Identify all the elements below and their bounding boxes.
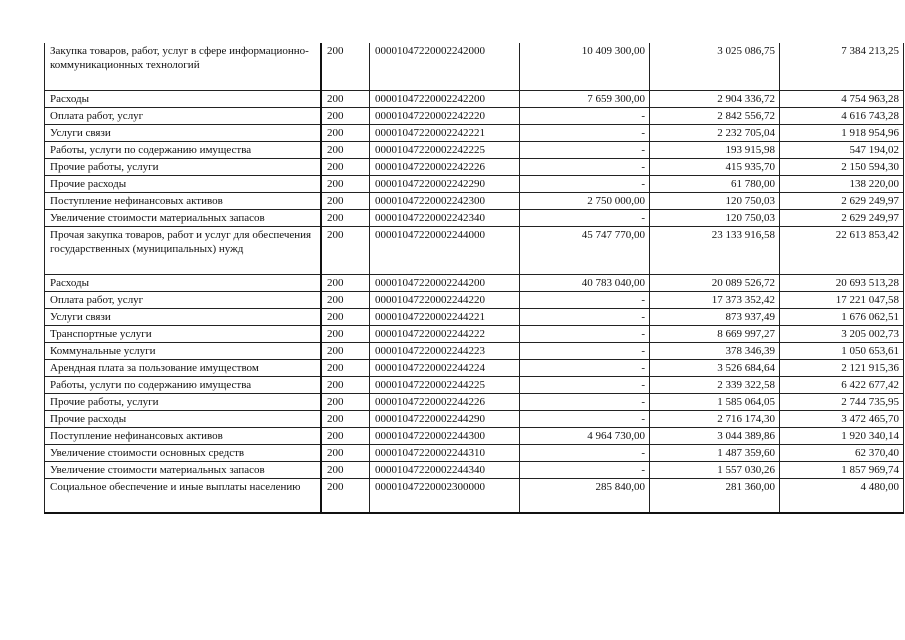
row-executed: 3 526 684,64 [650, 360, 780, 377]
row-approved: - [520, 176, 650, 193]
row-code: 200 [321, 377, 370, 394]
row-code: 200 [321, 176, 370, 193]
row-code: 200 [321, 43, 370, 91]
row-code: 200 [321, 142, 370, 159]
row-executed: 1 557 030,26 [650, 462, 780, 479]
row-executed: 378 346,39 [650, 343, 780, 360]
row-executed: 2 232 705,04 [650, 125, 780, 142]
row-kbk: 00001047220002242220 [370, 108, 520, 125]
row-name: Прочие работы, услуги [45, 159, 322, 176]
row-unexecuted: 3 205 002,73 [780, 326, 904, 343]
row-name: Услуги связи [45, 125, 322, 142]
row-kbk: 00001047220002242290 [370, 176, 520, 193]
row-unexecuted: 62 370,40 [780, 445, 904, 462]
row-approved: - [520, 142, 650, 159]
row-executed: 120 750,03 [650, 210, 780, 227]
row-name: Закупка товаров, работ, услуг в сфере информационно-коммуникационных технологий [45, 43, 322, 91]
row-executed: 2 716 174,30 [650, 411, 780, 428]
row-approved: 2 750 000,00 [520, 193, 650, 210]
row-approved: - [520, 360, 650, 377]
row-unexecuted: 2 629 249,97 [780, 193, 904, 210]
row-unexecuted: 2 121 915,36 [780, 360, 904, 377]
row-approved: 4 964 730,00 [520, 428, 650, 445]
row-kbk: 00001047220002244220 [370, 292, 520, 309]
table-row [45, 309, 904, 326]
row-approved: - [520, 394, 650, 411]
row-kbk: 00001047220002244000 [370, 227, 520, 275]
row-name: Прочие расходы [45, 176, 322, 193]
row-executed: 873 937,49 [650, 309, 780, 326]
table-row [45, 159, 904, 176]
row-unexecuted: 6 422 677,42 [780, 377, 904, 394]
table-row [45, 377, 904, 394]
row-unexecuted: 1 050 653,61 [780, 343, 904, 360]
row-kbk: 00001047220002242340 [370, 210, 520, 227]
row-executed: 20 089 526,72 [650, 275, 780, 292]
row-executed: 120 750,03 [650, 193, 780, 210]
table-row [45, 193, 904, 210]
row-executed: 8 669 997,27 [650, 326, 780, 343]
row-code: 200 [321, 309, 370, 326]
row-executed: 193 915,98 [650, 142, 780, 159]
row-unexecuted: 4 480,00 [780, 479, 904, 514]
budget-report-page [44, 43, 904, 514]
row-kbk: 00001047220002244226 [370, 394, 520, 411]
row-name: Увеличение стоимости материальных запасов [45, 210, 322, 227]
table-row [45, 210, 904, 227]
row-unexecuted: 20 693 513,28 [780, 275, 904, 292]
row-code: 200 [321, 360, 370, 377]
row-name: Работы, услуги по содержанию имущества [45, 142, 322, 159]
row-code: 200 [321, 159, 370, 176]
row-name: Увеличение стоимости материальных запасов [45, 462, 322, 479]
table-row [45, 125, 904, 142]
table-row [45, 275, 904, 292]
table-row [45, 394, 904, 411]
row-executed: 3 044 389,86 [650, 428, 780, 445]
table-row [45, 108, 904, 125]
budget-table [44, 43, 904, 514]
row-name: Коммунальные услуги [45, 343, 322, 360]
row-code: 200 [321, 210, 370, 227]
row-code: 200 [321, 91, 370, 108]
row-kbk: 00001047220002244310 [370, 445, 520, 462]
row-kbk: 00001047220002242300 [370, 193, 520, 210]
row-name: Транспортные услуги [45, 326, 322, 343]
table-row [45, 411, 904, 428]
row-kbk: 00001047220002244300 [370, 428, 520, 445]
row-approved: - [520, 343, 650, 360]
row-approved: - [520, 159, 650, 176]
row-code: 200 [321, 445, 370, 462]
row-name: Прочие расходы [45, 411, 322, 428]
table-row [45, 43, 904, 91]
row-code: 200 [321, 193, 370, 210]
row-code: 200 [321, 275, 370, 292]
row-name: Поступление нефинансовых активов [45, 428, 322, 445]
row-unexecuted: 2 150 594,30 [780, 159, 904, 176]
row-unexecuted: 4 616 743,28 [780, 108, 904, 125]
row-code: 200 [321, 462, 370, 479]
table-row [45, 326, 904, 343]
row-kbk: 00001047220002242225 [370, 142, 520, 159]
row-code: 200 [321, 343, 370, 360]
row-kbk: 00001047220002242226 [370, 159, 520, 176]
row-code: 200 [321, 292, 370, 309]
row-approved: 285 840,00 [520, 479, 650, 514]
row-approved: - [520, 462, 650, 479]
row-approved: - [520, 210, 650, 227]
row-kbk: 00001047220002242000 [370, 43, 520, 91]
row-unexecuted: 17 221 047,58 [780, 292, 904, 309]
table-row [45, 360, 904, 377]
row-unexecuted: 1 920 340,14 [780, 428, 904, 445]
row-kbk: 00001047220002244223 [370, 343, 520, 360]
row-executed: 3 025 086,75 [650, 43, 780, 91]
row-kbk: 00001047220002300000 [370, 479, 520, 514]
row-unexecuted: 4 754 963,28 [780, 91, 904, 108]
row-kbk: 00001047220002244200 [370, 275, 520, 292]
table-row [45, 227, 904, 275]
table-row [45, 176, 904, 193]
row-name: Оплата работ, услуг [45, 108, 322, 125]
row-kbk: 00001047220002244290 [370, 411, 520, 428]
row-kbk: 00001047220002244221 [370, 309, 520, 326]
row-name: Увеличение стоимости основных средств [45, 445, 322, 462]
row-approved: 7 659 300,00 [520, 91, 650, 108]
row-unexecuted: 547 194,02 [780, 142, 904, 159]
row-executed: 61 780,00 [650, 176, 780, 193]
table-row [45, 479, 904, 514]
row-name: Услуги связи [45, 309, 322, 326]
row-executed: 23 133 916,58 [650, 227, 780, 275]
row-approved: 10 409 300,00 [520, 43, 650, 91]
row-name: Оплата работ, услуг [45, 292, 322, 309]
row-approved: - [520, 326, 650, 343]
row-kbk: 00001047220002242221 [370, 125, 520, 142]
row-approved: - [520, 445, 650, 462]
row-name: Арендная плата за пользование имуществом [45, 360, 322, 377]
row-code: 200 [321, 479, 370, 514]
row-code: 200 [321, 326, 370, 343]
row-executed: 2 904 336,72 [650, 91, 780, 108]
row-name: Расходы [45, 275, 322, 292]
row-executed: 2 339 322,58 [650, 377, 780, 394]
row-kbk: 00001047220002244222 [370, 326, 520, 343]
row-approved: - [520, 292, 650, 309]
row-unexecuted: 3 472 465,70 [780, 411, 904, 428]
row-approved: - [520, 309, 650, 326]
table-row [45, 343, 904, 360]
row-kbk: 00001047220002242200 [370, 91, 520, 108]
row-unexecuted: 2 629 249,97 [780, 210, 904, 227]
row-code: 200 [321, 108, 370, 125]
row-unexecuted: 7 384 213,25 [780, 43, 904, 91]
table-row [45, 445, 904, 462]
row-executed: 1 487 359,60 [650, 445, 780, 462]
row-name: Расходы [45, 91, 322, 108]
table-row [45, 428, 904, 445]
row-approved: 40 783 040,00 [520, 275, 650, 292]
row-kbk: 00001047220002244224 [370, 360, 520, 377]
table-row [45, 142, 904, 159]
row-unexecuted: 138 220,00 [780, 176, 904, 193]
table-row [45, 91, 904, 108]
row-approved: - [520, 377, 650, 394]
row-executed: 17 373 352,42 [650, 292, 780, 309]
row-code: 200 [321, 125, 370, 142]
row-code: 200 [321, 411, 370, 428]
row-unexecuted: 1 676 062,51 [780, 309, 904, 326]
row-kbk: 00001047220002244340 [370, 462, 520, 479]
row-name: Прочая закупка товаров, работ и услуг для обеспечения государственных (муниципальных) нужд [45, 227, 322, 275]
row-unexecuted: 1 918 954,96 [780, 125, 904, 142]
row-approved: - [520, 125, 650, 142]
row-code: 200 [321, 428, 370, 445]
row-executed: 1 585 064,05 [650, 394, 780, 411]
row-name: Работы, услуги по содержанию имущества [45, 377, 322, 394]
row-name: Социальное обеспечение и иные выплаты населению [45, 479, 322, 514]
row-approved: - [520, 411, 650, 428]
row-unexecuted: 1 857 969,74 [780, 462, 904, 479]
table-row [45, 462, 904, 479]
row-code: 200 [321, 227, 370, 275]
row-executed: 281 360,00 [650, 479, 780, 514]
row-kbk: 00001047220002244225 [370, 377, 520, 394]
row-unexecuted: 22 613 853,42 [780, 227, 904, 275]
row-name: Поступление нефинансовых активов [45, 193, 322, 210]
table-row [45, 292, 904, 309]
row-executed: 415 935,70 [650, 159, 780, 176]
row-unexecuted: 2 744 735,95 [780, 394, 904, 411]
row-approved: - [520, 108, 650, 125]
row-approved: 45 747 770,00 [520, 227, 650, 275]
row-name: Прочие работы, услуги [45, 394, 322, 411]
row-code: 200 [321, 394, 370, 411]
budget-table-body [45, 43, 904, 513]
row-executed: 2 842 556,72 [650, 108, 780, 125]
